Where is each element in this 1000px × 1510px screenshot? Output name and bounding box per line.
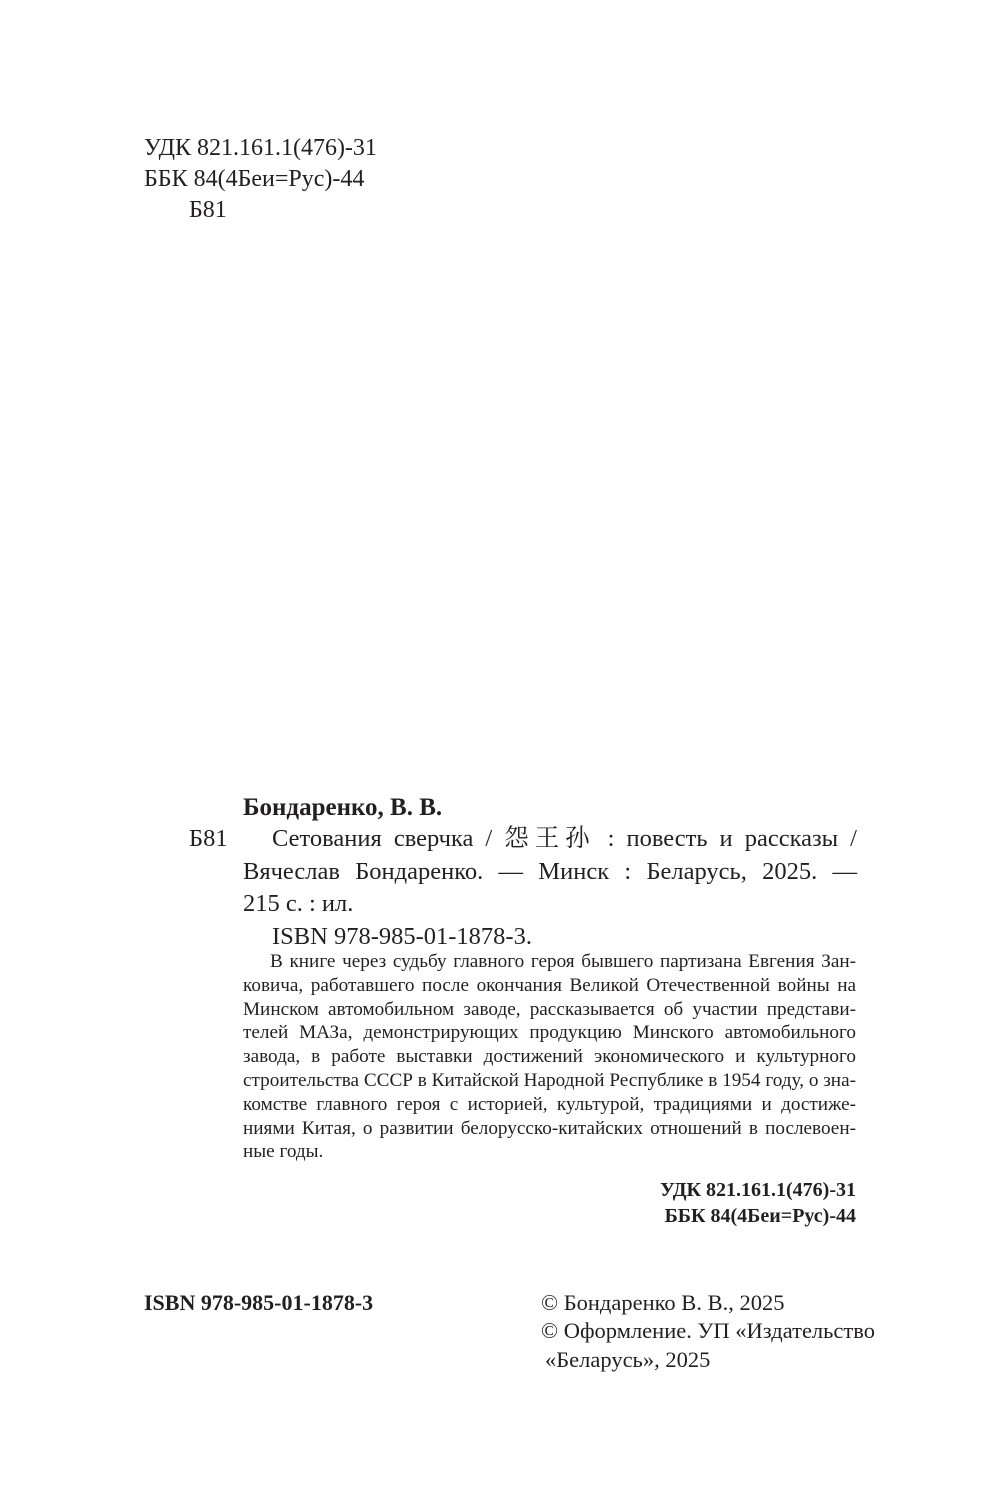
annotation-line: ные годы. [243,1141,324,1163]
annotation-line: ниями Китая, о развитии белорусско-китайских отношений в послевоен- [243,1117,856,1139]
entry-isbn: ISBN 978-985-01-1878-3. [272,923,532,950]
annotation-line: телей МАЗа, демонстрирующих продукцию Минского автомобильного [243,1022,856,1044]
entry-title-line: 215 с. : ил. [243,890,354,917]
entry-author-mark: Б81 [189,825,228,852]
copyright-author: © Бондаренко В. В., 2025 [541,1290,785,1315]
annotation-line: комстве главного героя с историей, культурой, традициями и достиже- [243,1093,856,1115]
author-heading: Бондаренко, В. В. [243,794,443,821]
entry-title-line: Вячеслав Бондаренко. — Минск : Беларусь, 2025. — [243,858,857,885]
entry-title-line: Сетования сверчка / 怨王孙 : повесть и рассказы / [272,825,857,852]
copyright-design-publisher: «Беларусь», 2025 [545,1347,711,1372]
annotation-line: В книге через судьбу главного героя бывшего партизана Евгения Зан- [270,951,856,972]
annotation-line: ковича, работавшего после окончания Великой Отечественной войны на [243,974,856,996]
copyright-design: © Оформление. УП «Издательство [541,1318,875,1343]
footer-isbn: ISBN 978-985-01-1878-3 [144,1290,374,1315]
annotation-line: строительства СССР в Китайской Народной Республике в 1954 году, о зна- [243,1069,856,1091]
annotation-line: Минском автомобильном заводе, рассказывается об участии представи- [243,998,856,1020]
top-author-mark: Б81 [189,197,227,223]
bottom-bbk-code: ББК 84(4Беи=Рус)-44 [664,1205,856,1227]
annotation-paragraph [243,950,856,1164]
annotation-line: завода, в работе выставки достижений экономического и культурного [243,1046,856,1068]
top-bbk-code: ББК 84(4Беи=Рус)-44 [144,166,365,192]
top-udk-code: УДК 821.161.1(476)-31 [144,135,377,161]
bottom-udk-code: УДК 821.161.1(476)-31 [660,1179,856,1201]
